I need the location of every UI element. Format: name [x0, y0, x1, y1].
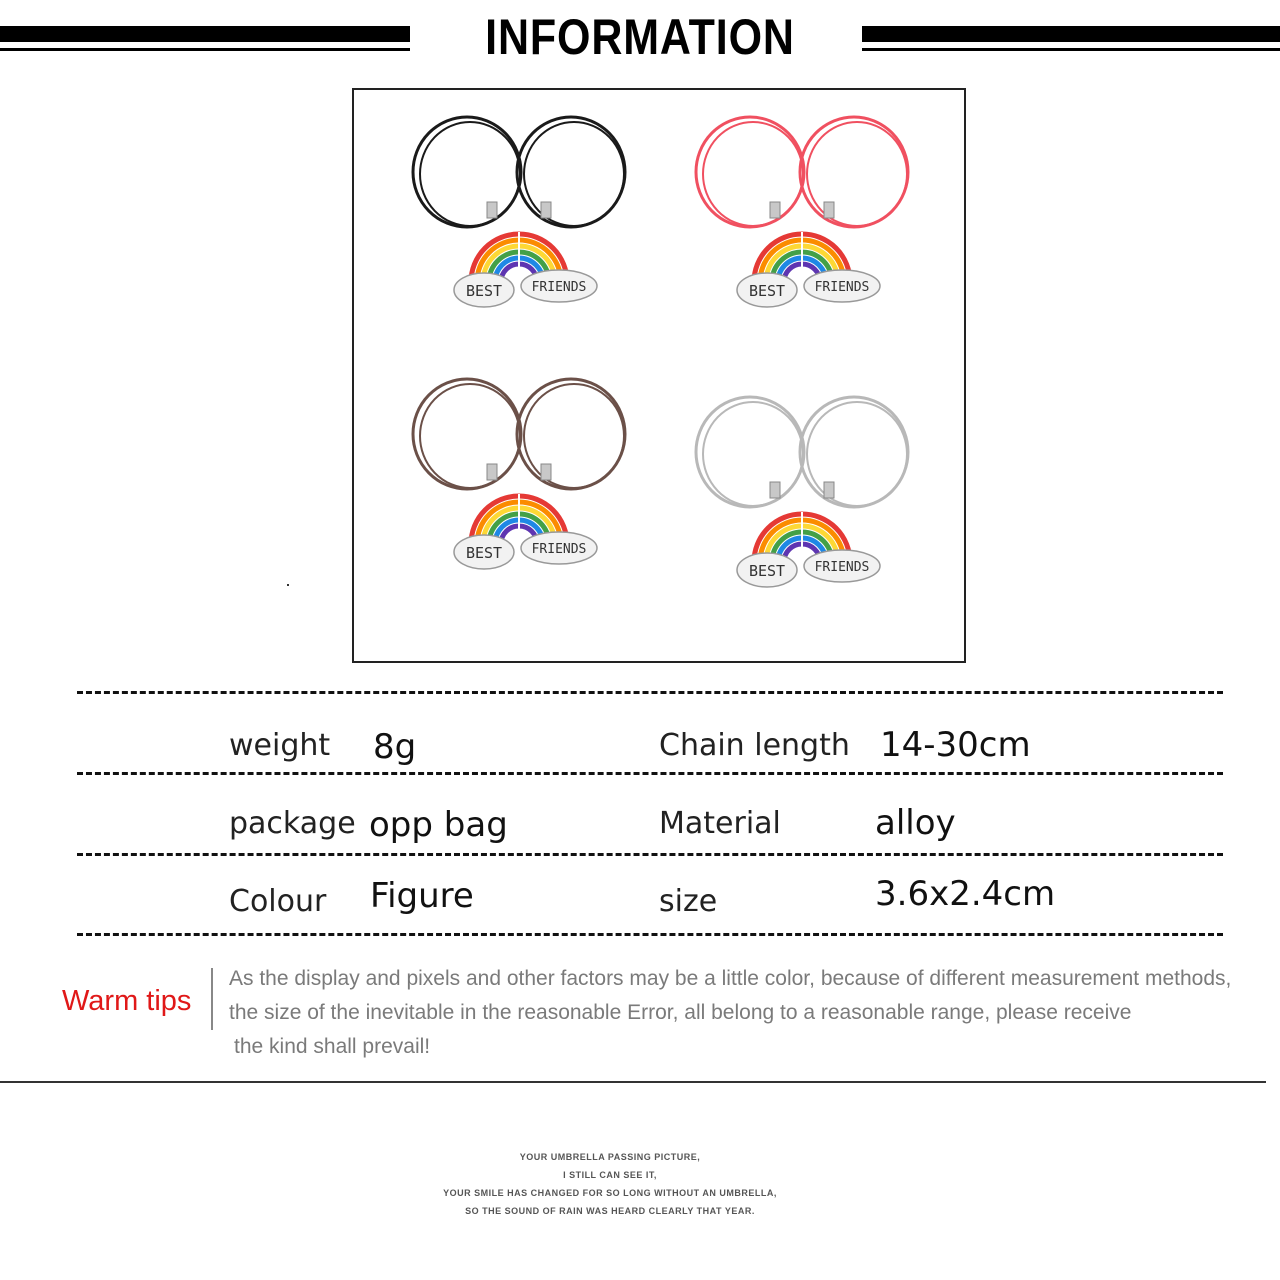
cord-loop — [807, 122, 907, 226]
bracelet-pair — [413, 117, 625, 307]
bail — [487, 202, 497, 218]
cord-loop — [420, 384, 520, 488]
table-divider — [77, 933, 1223, 936]
footer-line: I STILL CAN SEE IT, — [563, 1170, 657, 1180]
warm-tips-line: As the display and pixels and other factors may be a little color, because of different measurement methods, — [229, 967, 1232, 990]
stray-dot — [287, 584, 289, 586]
material-label: Material — [659, 806, 781, 841]
best-text: BEST — [465, 544, 503, 562]
bail — [541, 464, 551, 480]
bracelet-pair — [413, 379, 625, 569]
cord-loop — [807, 402, 907, 506]
footer-line: YOUR UMBRELLA PASSING PICTURE, — [519, 1152, 701, 1162]
package-value: opp bag — [369, 805, 508, 845]
bail — [541, 202, 551, 218]
bail — [770, 482, 780, 498]
cord-loop — [703, 402, 803, 506]
friends-text: FRIENDS — [531, 542, 587, 557]
chain-length-label: Chain length — [659, 728, 850, 763]
footer-line: SO THE SOUND OF RAIN WAS HEARD CLEARLY THAT YEAR. — [465, 1206, 755, 1216]
cord-loop — [703, 122, 803, 226]
friends-text: FRIENDS — [531, 280, 587, 295]
weight-label: weight — [229, 728, 331, 763]
friends-text: FRIENDS — [814, 560, 870, 575]
product-illustration — [354, 90, 964, 661]
warm-tips-separator — [211, 968, 213, 1030]
cord-loop — [524, 122, 624, 226]
footer-line: YOUR SMILE HAS CHANGED FOR SO LONG WITHOUT AN UMBRELLA, — [443, 1188, 777, 1198]
bracelet-pair — [696, 397, 908, 587]
bail — [824, 482, 834, 498]
bail — [487, 464, 497, 480]
header-right-bar — [862, 26, 1280, 42]
product-image — [352, 88, 966, 663]
best-text: BEST — [465, 282, 503, 300]
size-label: size — [659, 884, 718, 919]
size-value: 3.6x2.4cm — [875, 874, 1056, 914]
bracelet-pair — [696, 117, 908, 307]
best-text: BEST — [748, 282, 786, 300]
header-left-bar — [0, 26, 410, 42]
package-label: package — [229, 806, 356, 841]
warm-tips-line: the kind shall prevail! — [234, 1035, 431, 1058]
table-divider — [77, 853, 1223, 856]
material-value: alloy — [875, 803, 956, 843]
bail — [770, 202, 780, 218]
table-divider — [77, 691, 1223, 694]
colour-label: Colour — [229, 884, 327, 919]
colour-value: Figure — [370, 876, 474, 916]
friends-text: FRIENDS — [814, 280, 870, 295]
warm-tips-label: Warm tips — [62, 985, 192, 1017]
weight-value: 8g — [373, 727, 417, 767]
page-title: INFORMATION — [485, 9, 795, 65]
best-text: BEST — [748, 562, 786, 580]
bail — [824, 202, 834, 218]
table-divider — [77, 772, 1223, 775]
warm-tips-line: the size of the inevitable in the reasonable Error, all belong to a reasonable range, please receive — [229, 1001, 1132, 1024]
cord-loop — [420, 122, 520, 226]
chain-length-value: 14-30cm — [880, 725, 1031, 765]
bottom-rule — [0, 1081, 1266, 1083]
cord-loop — [524, 384, 624, 488]
